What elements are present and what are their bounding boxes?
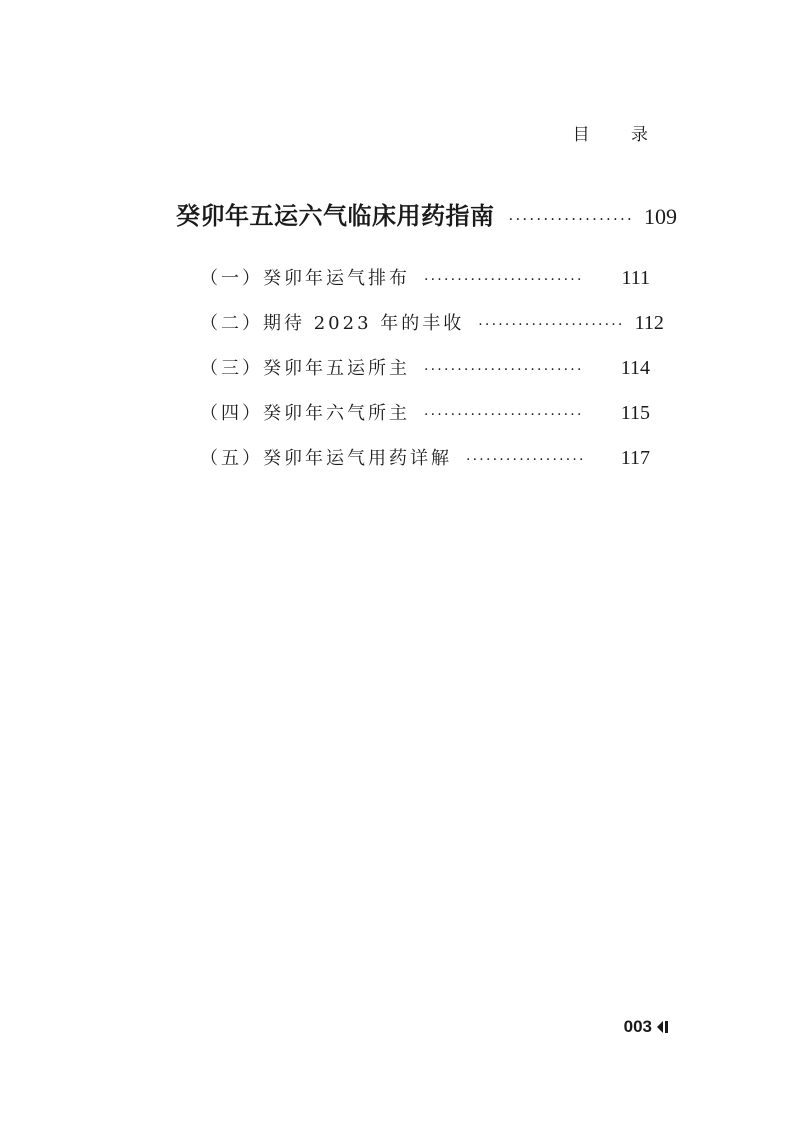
dot-leader: ·················· <box>466 452 586 468</box>
section-title: （一）癸卯年运气排布 <box>200 268 410 289</box>
section-page-number: 115 <box>620 402 650 424</box>
page-folio <box>624 1017 670 1037</box>
dot-leader: ························ <box>424 407 584 423</box>
chapter-page-number: 109 <box>643 204 677 229</box>
page-number: 003 <box>623 1017 652 1036</box>
toc-section-entry[interactable] <box>200 354 650 380</box>
dot-leader: ······················ <box>478 317 625 333</box>
running-head-title: 目 录 <box>572 125 666 145</box>
toc-section-entry[interactable] <box>200 399 650 425</box>
dot-leader: ·················· <box>508 210 634 228</box>
section-page-number: 117 <box>620 447 650 469</box>
section-page-number: 114 <box>620 357 650 379</box>
section-title: （五）癸卯年运气用药详解 <box>200 448 452 469</box>
toc-section-entry[interactable] <box>200 444 650 470</box>
section-title: （二）期待 2023 年的丰收 <box>200 313 465 334</box>
dot-leader: ························ <box>424 362 584 378</box>
section-page-number: 111 <box>621 267 650 289</box>
toc-chapter-entry[interactable] <box>176 196 677 231</box>
toc-section-entry[interactable] <box>200 264 650 290</box>
chapter-title: 癸卯年五运六气临床用药指南 <box>176 202 495 230</box>
section-page-number: 112 <box>634 312 664 334</box>
left-triangle-bar-icon <box>656 1019 670 1035</box>
section-title: （四）癸卯年六气所主 <box>200 403 410 424</box>
dot-leader: ························ <box>424 272 584 288</box>
toc-section-entry[interactable] <box>200 309 664 335</box>
section-title: （三）癸卯年五运所主 <box>200 358 410 379</box>
